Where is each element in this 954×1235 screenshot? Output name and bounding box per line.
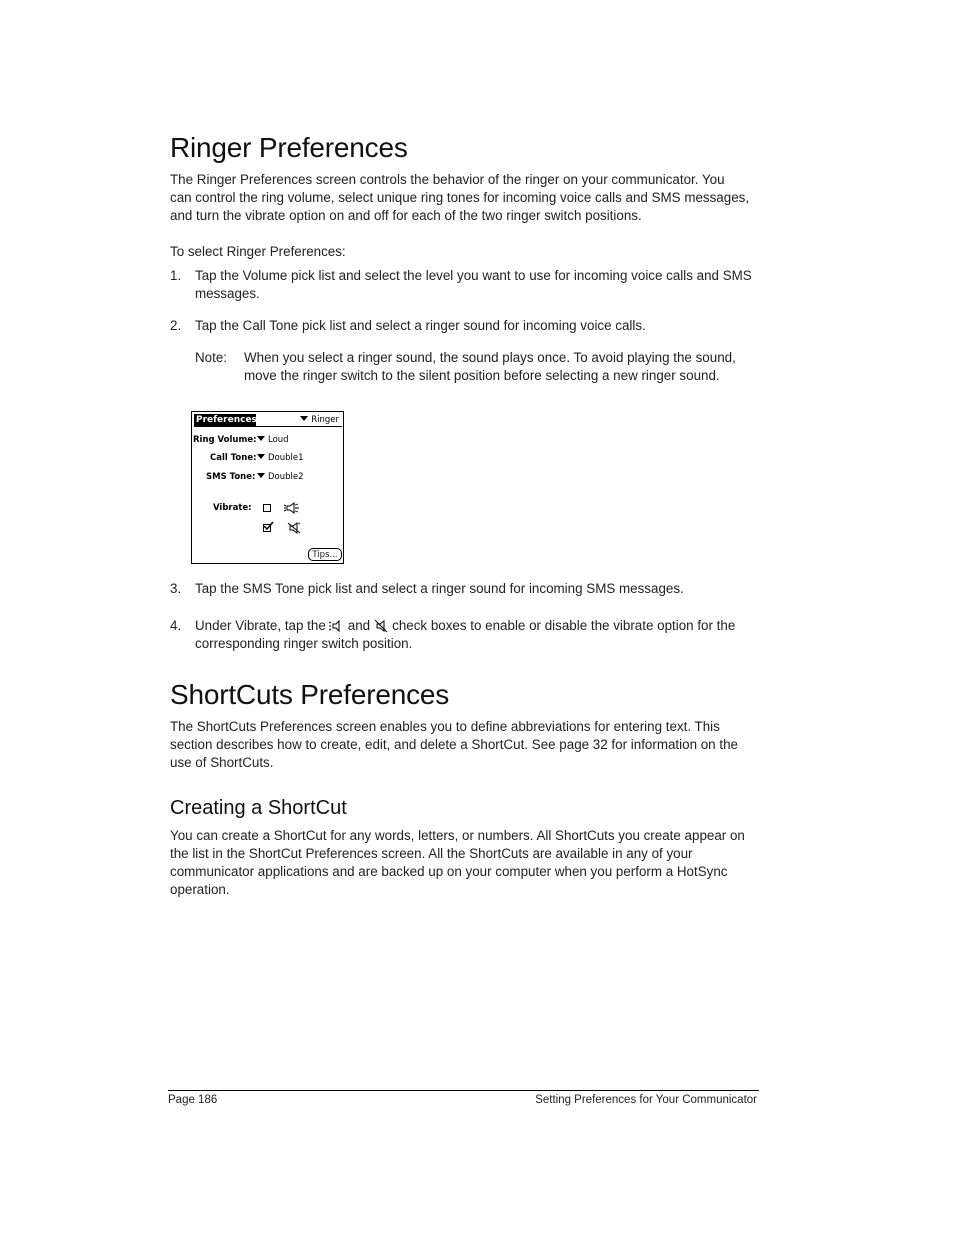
note-line: move the ringer switch to the silent position before selecting a new ringer sound. [244, 368, 720, 383]
note-label: Note: [195, 350, 228, 365]
step-number: 2. [170, 318, 182, 333]
step-line: messages. [195, 286, 260, 301]
creating-shortcut-heading: Creating a ShortCut [170, 797, 347, 819]
palm-ring-volume-picker[interactable]: Loud [257, 435, 289, 446]
speaker-sound-icon [284, 502, 300, 514]
palm-sms-tone-label: SMS Tone: [206, 472, 256, 482]
step-3-text: Tap the SMS Tone pick list and select a ringer sound for incoming SMS messages. [195, 581, 684, 596]
page-number: Page 186 [168, 1094, 218, 1106]
ringer-intro-line: The Ringer Preferences screen controls the behavior of the ringer on your communicator. You [170, 172, 725, 187]
palm-call-tone-label: Call Tone: [210, 453, 257, 463]
creating-line: operation. [170, 882, 230, 897]
procedure-heading: To select Ringer Preferences: [170, 244, 346, 259]
note-text [244, 349, 774, 385]
step-2-text: Tap the Call Tone pick list and select a ringer sound for incoming voice calls. [195, 318, 646, 333]
speaker-muted-icon [373, 619, 389, 633]
creating-line: You can create a ShortCut for any words, letters, or numbers. All ShortCuts you create appear on [170, 828, 745, 843]
step-line: corresponding ringer switch position. [195, 636, 413, 651]
footer-rule [168, 1090, 759, 1091]
creating-line: communicator applications and are backed up on your computer when you perform a HotSync [170, 864, 728, 879]
shortcuts-intro-paragraph [170, 718, 770, 772]
palm-vibrate-label: Vibrate: [213, 503, 252, 513]
step-number: 4. [170, 618, 182, 633]
palm-title-underline [194, 426, 342, 427]
step-line: Tap the Volume pick list and select the level you want to use for incoming voice calls and SMS [195, 268, 752, 283]
palm-call-tone-picker[interactable]: Double1 [257, 453, 304, 464]
creating-shortcut-paragraph [170, 827, 770, 899]
palm-category-picker[interactable]: Ringer [300, 414, 339, 426]
step-1-text [195, 267, 775, 303]
shortcuts-section-title: ShortCuts Preferences [170, 679, 450, 710]
ringer-intro-paragraph [170, 171, 770, 225]
ringer-section-title: Ringer Preferences [170, 132, 408, 163]
vibrate-sound-on-checkbox[interactable] [263, 504, 271, 512]
step-line: Under Vibrate, tap the and check boxes to enable or disable the vibrate option for the [195, 618, 736, 633]
shortcuts-intro-line: The ShortCuts Preferences screen enables you to define abbreviations for entering text. This [170, 719, 720, 734]
palm-tips-button[interactable]: Tips... [308, 548, 342, 561]
palm-sms-tone-picker[interactable]: Double2 [257, 472, 304, 483]
step-number: 1. [170, 268, 182, 283]
dropdown-arrow-icon [257, 436, 265, 441]
palm-ring-volume-label: Ring Volume: [193, 435, 257, 445]
ringer-intro-line: and turn the vibrate option on and off for each of the two ringer switch positions. [170, 208, 642, 223]
checkmark-icon [263, 521, 274, 531]
dropdown-arrow-icon [257, 473, 265, 478]
dropdown-arrow-icon [300, 416, 308, 421]
dropdown-arrow-icon [257, 454, 265, 459]
speaker-muted-icon [287, 522, 301, 534]
step-number: 3. [170, 581, 182, 596]
shortcuts-intro-line: section describes how to create, edit, and delete a ShortCut. See page 32 for information on the [170, 737, 738, 752]
ringer-intro-line: can control the ring volume, select unique ring tones for incoming voice calls and SMS messages, [170, 190, 750, 205]
ringer-preferences-screenshot [191, 411, 344, 564]
chapter-title: Setting Preferences for Your Communicator [535, 1094, 757, 1106]
shortcuts-intro-line: use of ShortCuts. [170, 755, 274, 770]
speaker-sound-icon [329, 619, 345, 633]
step-4-text [195, 617, 775, 653]
creating-line: the list in the ShortCut Preferences screen. All the ShortCuts are available in any of your [170, 846, 693, 861]
note-line: When you select a ringer sound, the sound plays once. To avoid playing the sound, [244, 350, 736, 365]
palm-title-bar: Preferences [196, 415, 257, 425]
